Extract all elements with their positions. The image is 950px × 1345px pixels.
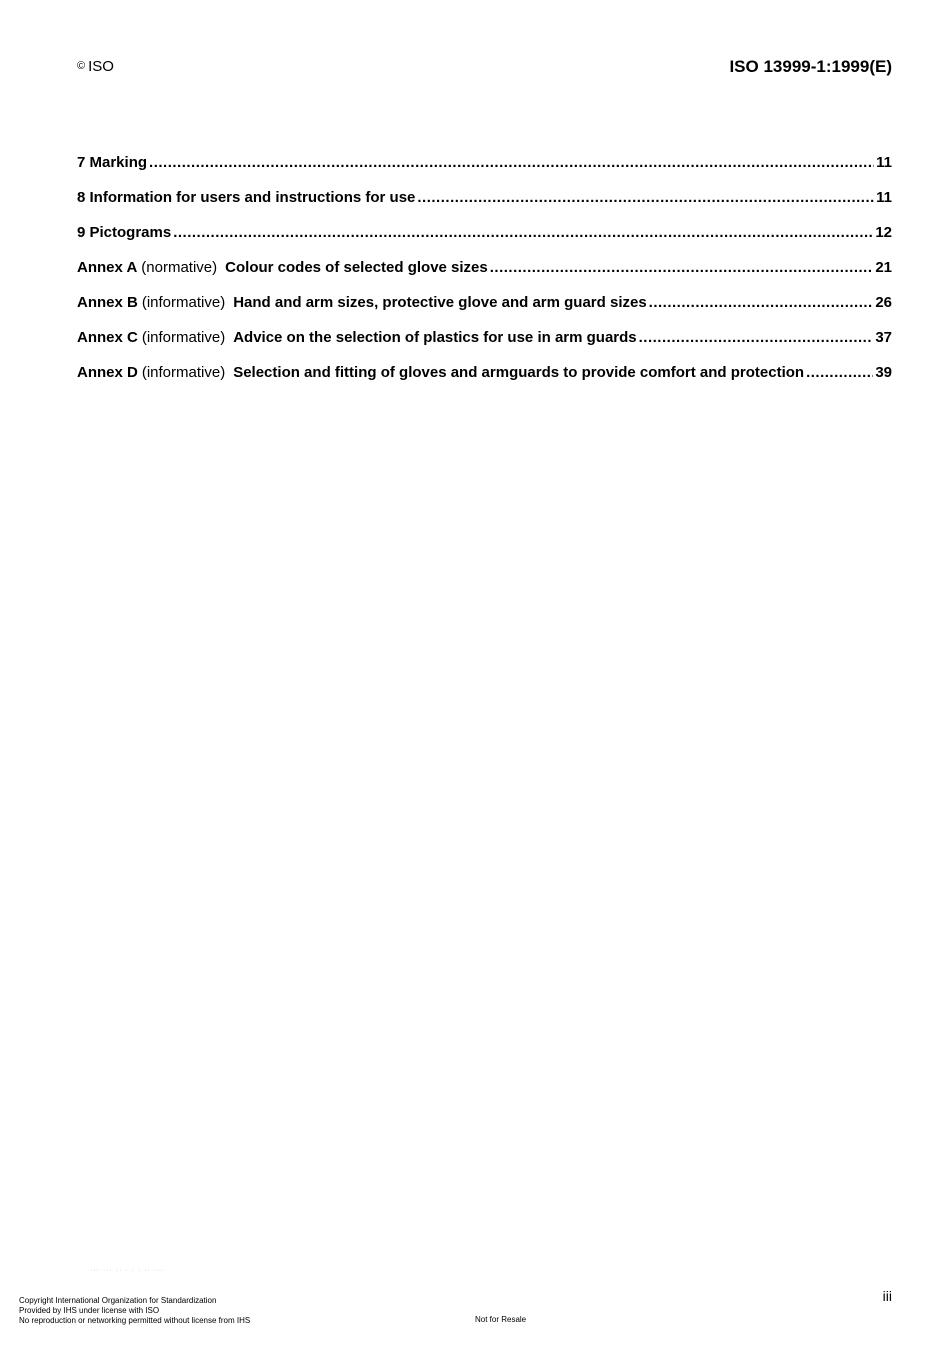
toc-leader-dots: [490, 259, 874, 276]
header-organization: ISO: [88, 58, 114, 75]
footer-copyright-notice: [19, 1296, 250, 1326]
footer-line: No reproduction or networking permitted without license from IHS: [19, 1316, 251, 1325]
toc-entry-page: 26: [875, 294, 892, 311]
toc-annex-label: Annex A: [77, 259, 138, 276]
toc-entry-page: 11: [876, 189, 892, 206]
toc-entry-title: Hand and arm sizes, protective glove and arm guard sizes: [233, 294, 647, 311]
document-id: ISO 13999-1:1999(E): [729, 57, 892, 76]
toc-entry-annex-a[interactable]: [77, 259, 892, 294]
toc-entry-annex-d[interactable]: [77, 364, 892, 399]
toc-entry-information[interactable]: [77, 189, 892, 224]
copyright-symbol: ©: [77, 60, 86, 72]
toc-entry-title: 9 Pictograms: [77, 224, 172, 241]
toc-entry-title: 7 Marking: [77, 154, 148, 171]
toc-entry-page: 21: [875, 259, 892, 276]
footer-line: Provided by IHS under license with ISO: [19, 1306, 160, 1315]
toc-entry-page: 37: [875, 329, 892, 346]
toc-entry-pictograms[interactable]: [77, 224, 892, 259]
faint-watermark-text: ··· ··· ·· · · · ·· ···: [90, 1267, 164, 1274]
toc-entry-title: 8 Information for users and instructions for use: [77, 189, 416, 206]
toc-entry-annex-b[interactable]: [77, 294, 892, 329]
toc-entry-annex-c[interactable]: [77, 329, 892, 364]
toc-annex-type: (informative): [141, 294, 226, 311]
footer-line: Copyright International Organization for Standardization: [19, 1296, 217, 1305]
toc-entry-page: 12: [875, 224, 892, 241]
toc-entry-title: Colour codes of selected glove sizes: [225, 259, 488, 276]
toc-leader-dots: [417, 189, 874, 206]
table-of-contents: [77, 154, 892, 399]
toc-leader-dots: [639, 329, 874, 346]
toc-entry-title: Advice on the selection of plastics for use in arm guards: [233, 329, 637, 346]
header-copyright: [77, 58, 114, 75]
toc-annex-type: (informative): [141, 329, 226, 346]
toc-leader-dots: [149, 154, 874, 171]
toc-annex-label: Annex C: [77, 329, 138, 346]
toc-annex-type: (informative): [141, 364, 226, 381]
toc-leader-dots: [173, 224, 873, 241]
toc-entry-title: Selection and fitting of gloves and armguards to provide comfort and protection: [233, 364, 805, 381]
footer-not-for-resale: Not for Resale: [475, 1315, 527, 1324]
toc-leader-dots: [649, 294, 874, 311]
toc-entry-page: 39: [875, 364, 892, 381]
page-number: iii: [882, 1288, 892, 1304]
toc-entry-page: 11: [876, 154, 892, 171]
toc-leader-dots: [806, 364, 873, 381]
toc-entry-marking[interactable]: [77, 154, 892, 189]
toc-annex-type: (normative): [141, 259, 218, 276]
toc-annex-label: Annex D: [77, 364, 138, 381]
toc-annex-label: Annex B: [77, 294, 138, 311]
